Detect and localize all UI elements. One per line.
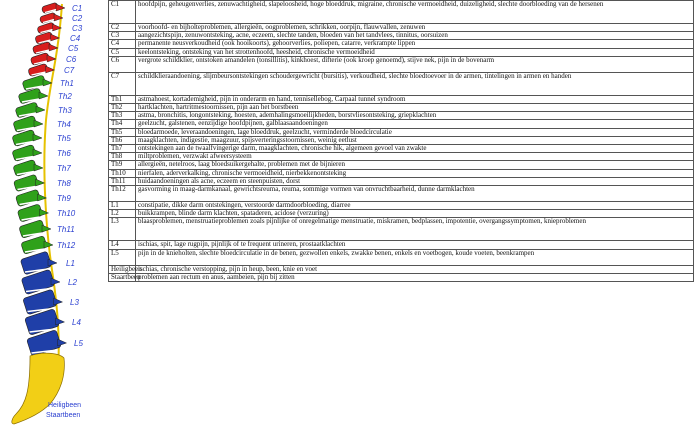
segment-cell: Th7 [109,145,136,153]
vertebra-th4 [13,115,43,132]
segment-cell: Th9 [109,161,136,169]
segment-cell: L5 [109,249,136,265]
table-row [109,186,694,202]
vertebra-label: L2 [68,278,77,287]
ailment-table-body [109,1,694,282]
complaints-cell: maagklachten, indigestie, maagzuur, spijsverteringsstoornissen, weinig eetlust [136,136,694,144]
segment-cell: Th1 [109,95,136,103]
complaints-cell: ischias, chronische verstopping, pijn in heup, been, knie en voet [136,265,694,273]
table-row [109,161,694,169]
table-row [109,1,694,24]
complaints-cell: gasvorming in maag-darmkanaal, gewrichtsreuma, reuma, sommige vormen van onvruchtbaarheid, dunne darmklachten [136,186,694,202]
vertebra-label: C6 [66,55,77,64]
vertebra-label: Th5 [57,134,71,143]
vertebra-label: Th2 [58,92,72,101]
segment-cell: Th3 [109,112,136,120]
complaints-cell: hartklachten, hartritmestoornissen, pijn aan het borstbeen [136,104,694,112]
vertebra-th6 [12,144,42,161]
segment-cell: Th2 [109,104,136,112]
label-heiligbeen: Heiligbeen [48,402,82,409]
complaints-cell: huidaandoeningen als acne, eczeem en steenpuisten, dorst [136,177,694,185]
vertebra-th7 [13,159,43,176]
table-row [109,56,694,72]
table-row [109,120,694,128]
vertebra-th10 [17,204,48,223]
vertebra-label: Th3 [58,106,72,115]
complaints-cell: miltproblemen, verzwakt afweersysteem [136,153,694,161]
vertebra-th3 [15,102,45,118]
segment-cell: L1 [109,202,136,210]
spine-illustration [0,0,110,435]
complaints-cell: hoofdpijn, geheugenverlies, zenuwachtigheid, slapeloosheid, hoge bloeddruk, migraine, chronische vermoeidheid, duizeligheid, slechte doorbloeding van de hersenen [136,1,694,24]
vertebra-label: L3 [70,298,79,307]
vertebra-label: Th6 [57,149,71,158]
vertebra-label: Th10 [57,209,76,218]
segment-cell: C7 [109,72,136,95]
complaints-cell: vergrote schildklier, ontstoken amandelen (tonsillitis), kinkhoest, difterie (ook kroep genoemd), stijve nek, pijn in de bovenarm [136,56,694,72]
vertebra-c6 [30,52,56,65]
segment-cell: Staartbeen [109,273,136,281]
segment-cell: Th11 [109,177,136,185]
segment-cell: Th5 [109,128,136,136]
complaints-cell: buikkrampen, blinde darm klachten, spataderen, acidose (verzuring) [136,210,694,218]
vertebra-th8 [13,174,44,192]
vertebra-label: Th11 [57,225,75,234]
vertebra-label: Th8 [57,179,71,188]
table-row [109,72,694,95]
vertebra-th2 [18,88,48,104]
table-row [109,241,694,249]
vertebra-c7 [28,63,55,76]
complaints-cell: allergieën, netelroos, laag bloedsuikergehalte, problemen met de bijnieren [136,161,694,169]
vertebra-th5 [12,129,42,146]
complaints-cell: schildklieraandoening, slijmbeursontstekingen schoudergewricht (bursitis), verkoudheid, slechte bloedtoevoer in de armen, tintelingen in armen en handen [136,72,694,95]
complaints-cell: nierfalen, aderverkalking, chronische vermoeidheid, nierbekkenontsteking [136,169,694,177]
vertebra-label: Th9 [57,194,71,203]
segment-cell: Th6 [109,136,136,144]
complaints-cell: problemen aan rectum en anus, aambeien, pijn bij zitten [136,273,694,281]
table-row [109,218,694,241]
segment-cell: L4 [109,241,136,249]
vertebra-c5 [32,41,58,54]
vertebra-label: L4 [72,318,81,327]
complaints-cell: blaasproblemen, menstruatieproblemen zoals pijnlijke of onregelmatige menstruatie, miskramen, bedplassen, impotentie, overgangssymptomen, knieproblemen [136,218,694,241]
spine-figure [0,0,110,435]
vertebra-label: C5 [68,44,79,53]
segment-cell: L3 [109,218,136,241]
segment-cell: C4 [109,40,136,48]
segment-cell: L2 [109,210,136,218]
complaints-cell: pijn in de knieholten, slechte bloedcirculatie in de benen, gezwollen enkels, zwakke benen, enkels en voetbogen, koude voeten, beenkrampen [136,249,694,265]
complaints-cell: ontstekingen aan de twaalfvingerige darm, maagklachten, chronische hik, algemeen gevoel van zwakte [136,145,694,153]
segment-cell: Heiligbeen [109,265,136,273]
complaints-cell: permanente neusverkoudheid (ook hooikoorts), gehoorverlies, poliepen, catarre, verkrampte lippen [136,40,694,48]
segment-cell: Th8 [109,153,136,161]
table-row [109,273,694,281]
complaints-cell: constipatie, dikke darm ontstekingen, verstoorde darmdoorbloeding, diarree [136,202,694,210]
complaints-cell: astmahoest, kortademigheid, pijn in onderarm en hand, tennisellebog, Carpaal tunnel syndroom [136,95,694,103]
ailment-table [108,0,694,282]
segment-cell: C3 [109,32,136,40]
segment-cell: C2 [109,24,136,32]
complaints-cell: astma, bronchitis, longontsteking, hoesten, ademhalingsmoeilijkheden, borstvliesontsteking, griepklachten [136,112,694,120]
vertebra-label: Th1 [60,79,74,88]
vertebra-label: C7 [64,66,75,75]
segment-cell: Th4 [109,120,136,128]
vertebra-label: L5 [74,339,83,348]
vertebra-label: C3 [72,24,83,33]
table-row [109,249,694,265]
segment-cell: C1 [109,1,136,24]
complaints-cell: geelzucht, galstenen, eenzijdige hoofdpijnen, galblaasaandoeningen [136,120,694,128]
segment-cell: Th10 [109,169,136,177]
complaints-cell: bloedarmoede, leveraandoeningen, lage bloeddruk, geelzucht, verminderde bloedcirculatie [136,128,694,136]
vertebra-label: Th12 [57,241,76,250]
complaints-cell: keelontsteking, ontsteking van het strottenhoofd, heesheid, chronische vermoeidheid [136,48,694,56]
segment-cell: Th12 [109,186,136,202]
complaints-cell: voorhoofd- en bijholteproblemen, allergieën, oogproblemen, schrikken, oorpijn, flauwvallen, zenuwen [136,24,694,32]
vertebra-label: Th7 [57,164,71,173]
segment-cell: C6 [109,56,136,72]
vertebra-label: C1 [72,4,83,13]
vertebra-label: C2 [72,14,83,23]
label-staartbeen: Staartbeen [46,412,81,419]
vertebra-label: L1 [66,259,75,268]
table-row [109,40,694,48]
complaints-cell: aangezichtspijn, zenuwontsteking, acne, eczeem, slechte tanden, bloeden van het tandvlees, tinnitus, oorsuizen [136,32,694,40]
vertebra-th9 [15,189,46,207]
vertebra-label: C4 [70,34,81,43]
vertebra-label: Th4 [57,120,71,129]
complaints-cell: ischias, spit, lage rugpijn, pijnlijk of te frequent urineren, prostaatklachten [136,241,694,249]
segment-cell: C5 [109,48,136,56]
